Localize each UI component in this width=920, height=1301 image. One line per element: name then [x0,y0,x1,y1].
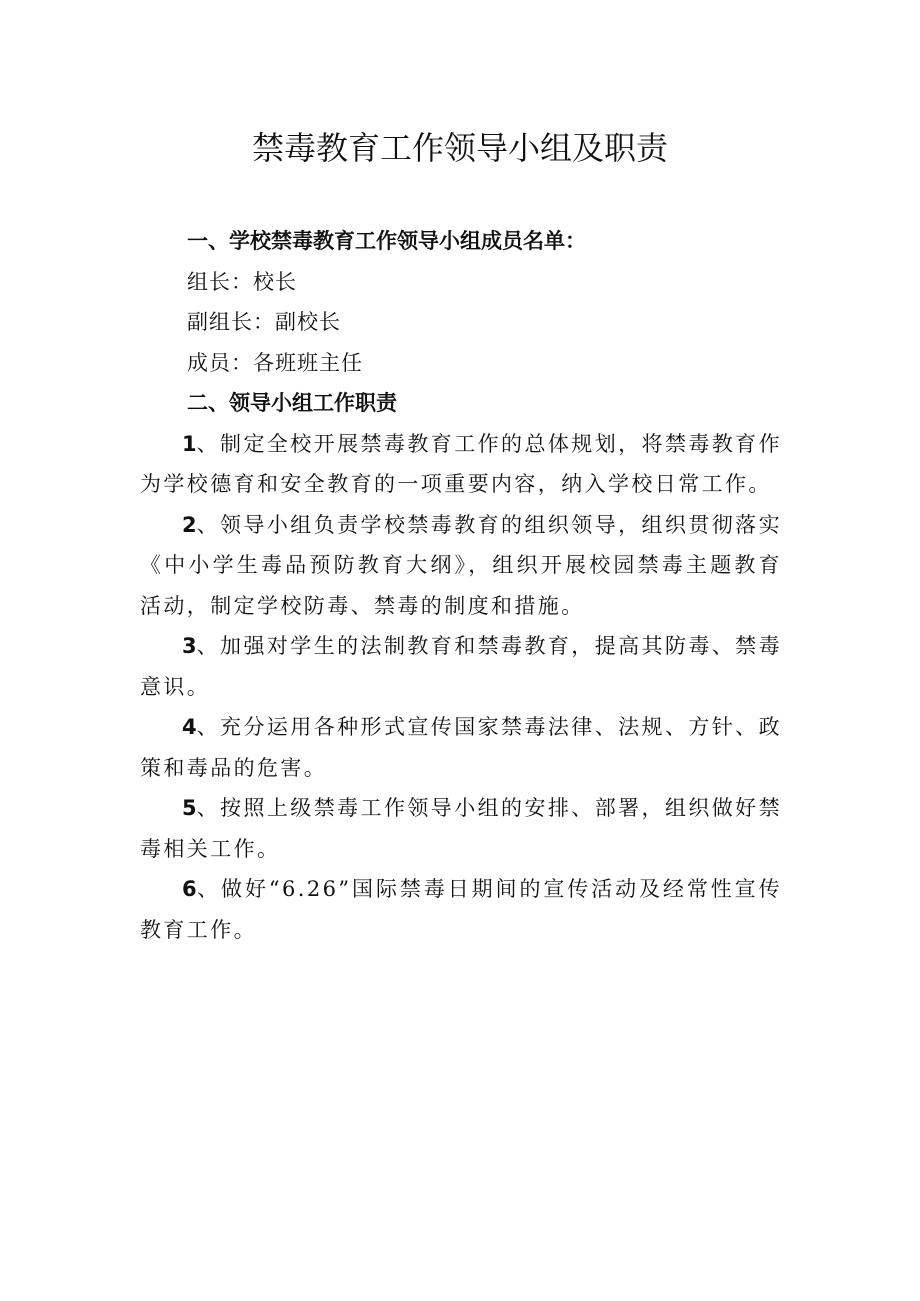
duty-item-number: 6 [182,877,197,901]
document-body [140,221,782,950]
duty-item-1 [140,424,782,505]
member-leader: 组长：校长 [187,269,297,294]
member-members: 成员：各班班主任 [187,350,363,375]
member-deputy-leader: 副组长：副校长 [187,310,341,334]
duty-item-text: 、加强对学生的法制教育和禁毒教育，提高其防毒、禁毒意识。 [140,634,782,699]
duty-item-3 [140,626,782,707]
duty-item-text: 、按照上级禁毒工作领导小组的安排、部署，组织做好禁毒相关工作。 [140,796,782,861]
duty-item-text: 、做好“6.26”国际禁毒日期间的宣传活动及经常性宣传教育工作。 [140,877,782,942]
section-2-heading: 二、领导小组工作职责 [187,390,397,415]
duty-item-text: 、制定全校开展禁毒教育工作的总体规划，将禁毒教育作为学校德育和安全教育的一项重要内容，纳入学校日常工作。 [140,431,782,496]
section-1-heading: 一、学校禁毒教育工作领导小组成员名单： [187,228,586,253]
document-title: 禁毒教育工作领导小组及职责 [251,129,668,167]
duty-item-number: 4 [182,715,197,739]
duty-item-number: 3 [182,634,197,658]
duty-item-text: 、领导小组负责学校禁毒教育的组织领导，组织贯彻落实《中小学生毒品预防教育大纲》，组织开展校园禁毒主题教育活动，制定学校防毒、禁毒的制度和措施。 [140,512,782,618]
duty-item-number: 1 [182,431,197,456]
duty-item-text: 、充分运用各种形式宣传国家禁毒法律、法规、方针、政策和毒品的危害。 [140,715,782,780]
duty-item-number: 5 [182,796,197,820]
duty-item-2 [140,505,782,627]
duty-item-number: 2 [182,512,197,537]
duty-item-6 [140,869,782,950]
duty-item-4 [140,707,782,788]
duty-item-5 [140,788,782,869]
